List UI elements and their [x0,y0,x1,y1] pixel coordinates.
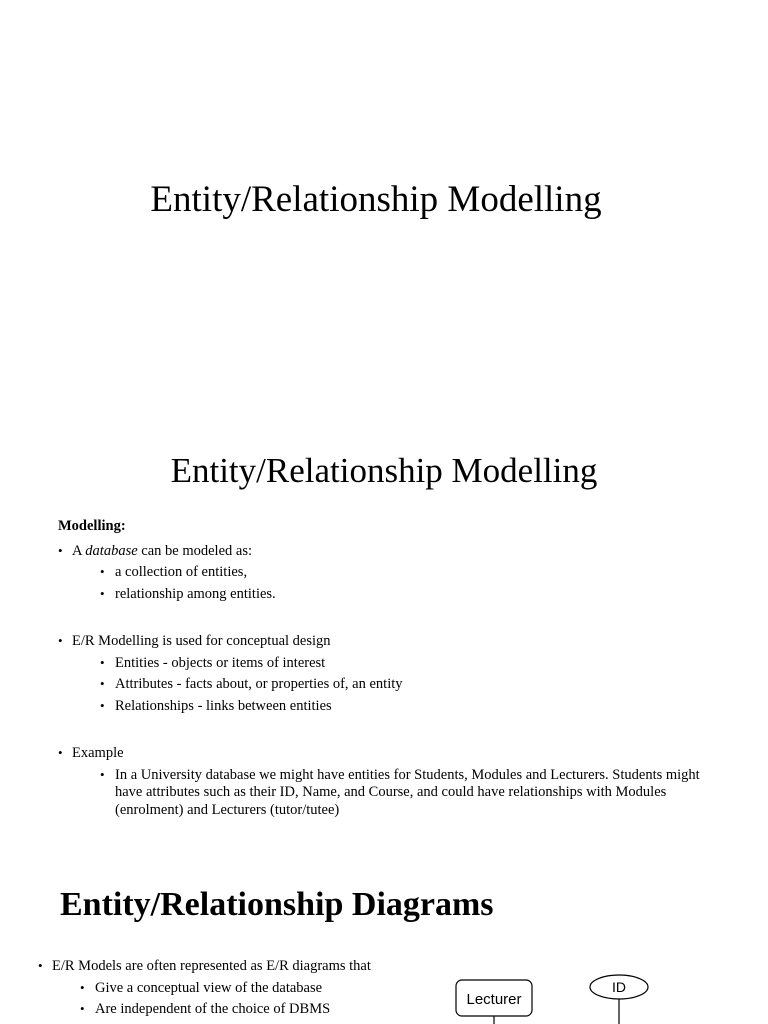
sub-bullet-list [72,564,718,603]
bullet-list [58,543,718,820]
sub-bullet-item: • Are independent of the choice of DBMS [52,1001,418,1019]
sub-bullet-item: • relationship among entities. [72,586,718,604]
slide-title: Entity/Relationship Modelling [170,451,598,490]
bullet-item [38,958,418,1019]
sub-bullet-item: • Give a conceptual view of the database [52,980,418,998]
spacer [58,719,718,745]
bullet-suffix: can be modeled as: [137,542,252,559]
diagrams-slide [0,860,768,1024]
er-diagram [440,970,740,1024]
bullet-item [58,745,718,819]
section-heading: Modelling: [58,518,126,534]
entity-label: Lecturer [466,991,522,1008]
attribute-label: ID [612,979,626,995]
sub-bullet-item: • a collection of entities, [72,564,718,582]
sub-bullet-item: • Relationships - links between entities [72,698,718,716]
slide-title: Entity/Relationship Modelling [150,179,602,220]
sub-bullet-list [72,655,718,716]
bullet-text: E/R Models are often represented as E/R diagrams that [52,958,371,974]
spacer [58,607,718,633]
bullet-emphasis: database [85,542,138,559]
bullet-item [58,543,718,604]
sub-bullet-item: • Attributes - facts about, or properties of, an entity [72,676,718,694]
bullet-text: E/R Modelling is used for conceptual design [72,633,331,649]
sub-bullet-list [52,980,418,1019]
modelling-slide [0,420,768,860]
sub-bullet-item: • Entities - objects or items of interest [72,655,718,673]
bullet-list [38,958,418,1019]
slide-title: Entity/Relationship Diagrams [60,886,494,923]
bullet-item [58,633,718,715]
sub-bullet-list [72,767,718,820]
slide-body [58,518,718,823]
bullet-text: Example [72,745,124,761]
title-slide [0,0,768,420]
sub-bullet-item: • In a University database we might have entities for Students, Modules and Lecturers. Students might have attributes such as their ID, Name, and Course, and could have relationships with Modules (enrolment) and Lecturers (tutor/tutee) [72,767,718,820]
bullet-prefix: A [72,542,86,559]
slide-body [38,958,418,1023]
